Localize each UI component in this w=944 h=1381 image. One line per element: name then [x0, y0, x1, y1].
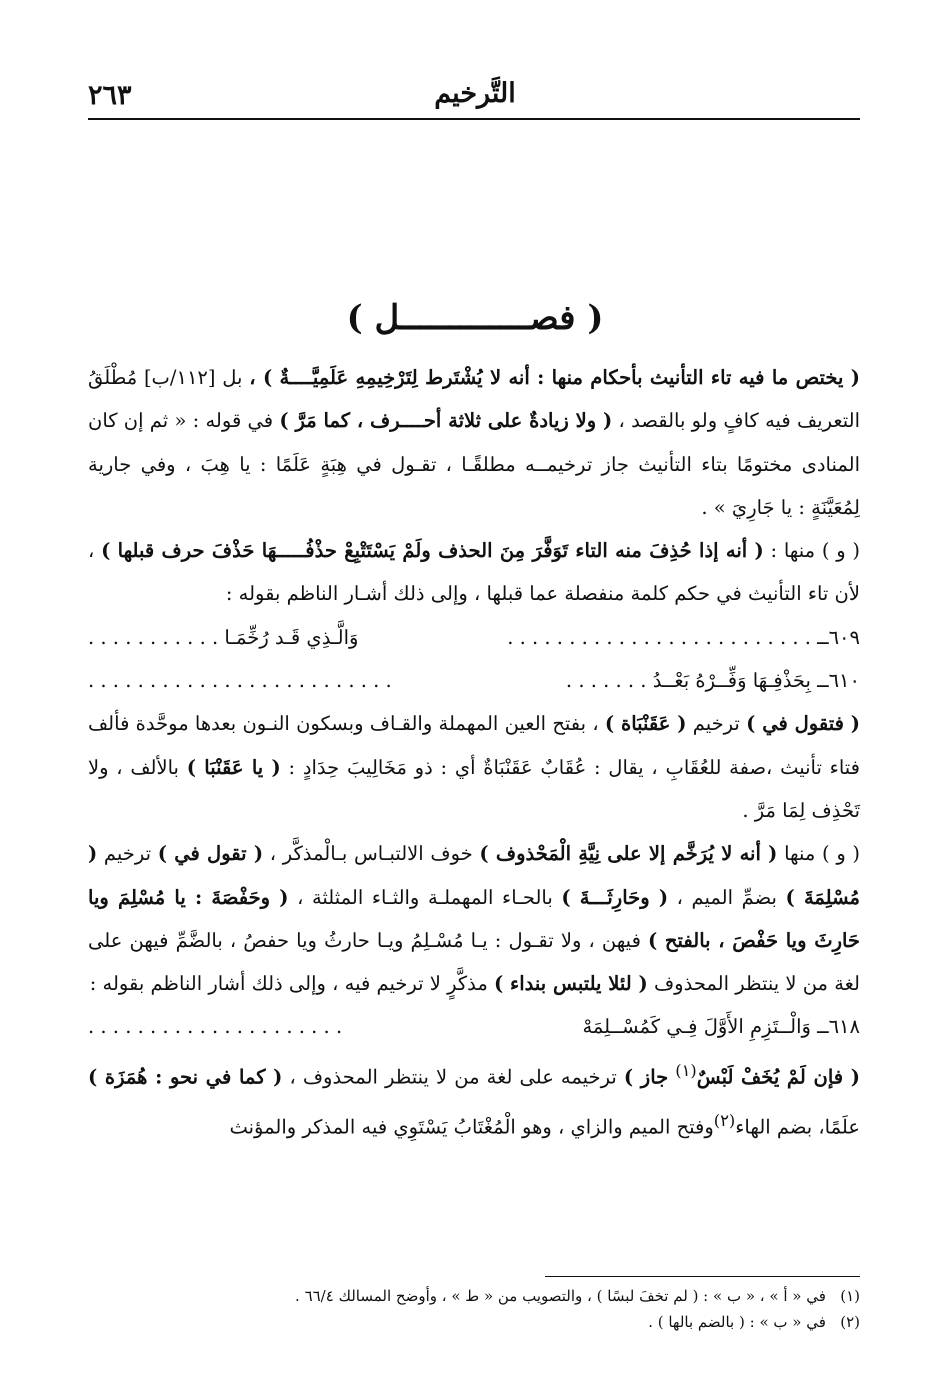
body-text [88, 356, 860, 1148]
verse-hemistich-left: وَالَّـذِي قَـد رُخِّمَـا . . . . . . . . . . . [88, 625, 359, 649]
commentary-text: علَمًا، بضم الهاء [735, 1115, 860, 1139]
matn-text: ( فإن لَمْ يُخَفْ لَبْسٌ [696, 1065, 861, 1089]
matn-text: ( لئلا يلتبس بنداء ) [494, 972, 648, 996]
footnote-number: (١) [840, 1287, 860, 1305]
running-title: التَّرخيم [434, 78, 516, 109]
commentary-text: بضمِّ الميم ، [676, 885, 777, 909]
matn-text: ( مُسْلِمَةَ ) [88, 842, 860, 909]
footnote-ref-2[interactable]: (٢) [713, 1110, 736, 1130]
footnote-number: (٢) [840, 1313, 860, 1331]
verse-hemistich-right: ٦١٠ــ بِحَذْفِـهَا وَفِّــرْهُ بَعْــدُ . . . . . . . [565, 669, 860, 693]
commentary-text: ، لأن تاء التأنيث في حكم كلمة منفصلة عما قبلها ، وإلى ذلك أشـار الناظم بقوله : [88, 539, 860, 606]
verse-618 [88, 1005, 860, 1048]
commentary-text: بالحـاء المهملـة والثـاء المثلثة ، [297, 885, 553, 909]
commentary-text: مذكَّرٍ لا ترخيم فيه ، وإلى ذلك أشار الناظم بقوله : [89, 972, 488, 996]
matn-text: ( تقول في ) [157, 842, 264, 866]
matn-text: ( وحَارِثَـــةَ ) [561, 885, 669, 909]
paragraph-5 [88, 1049, 860, 1149]
commentary-text: بل [١١٢/ب] مُطْلَقُ التعريف فيه كافٍ ولو بالقصد ، [88, 366, 861, 433]
commentary-text: وفتح الميم والزاي ، وهو الْمُغْتَابُ يَسْتَوِي فيه المذكر والمؤنث [229, 1115, 714, 1139]
matn-text: ( عَقَنْبَاة ) [604, 712, 687, 736]
matn-text: جاز ) [623, 1065, 669, 1089]
commentary-text: في قوله : « ثم إن كان المنادى مختومًا بتاء التأنيث جاز ترخيمــه مطلقًـا ، تقـول في هِبَةٍ عَلَمًا : يا هِبَ ، وفي جارية لِمُعَيَّنَةٍ : يا جَارِيَ » . [88, 409, 860, 519]
verse-hemistich-right: ٦١٨ــ وَالْــتَزِمِ الأَوَّلَ فِـي كَمُسْــلِمَهْ [582, 1015, 860, 1039]
commentary-text: خوف الالتبـاس بـالْمذكَّر ، [269, 842, 473, 866]
footnote-text: في « أ » ، « ب » : ( لم تخفَ لبسًا ) ، والتصويب من « ط » ، وأوضح المسالك ٦٦/٤ . [295, 1287, 826, 1305]
verse-609 [88, 616, 860, 659]
header-rule [88, 118, 860, 120]
verse-hemistich-left: . . . . . . . . . . . . . . . . . . . . . [88, 1015, 343, 1039]
matn-text: ( ولا زيادةٌ على ثلاثة أحــــرف ، كما مَرَّ ) [279, 409, 613, 433]
verse-610 [88, 659, 860, 702]
commentary-text: ( و ) منها : [770, 539, 861, 563]
section-heading: ( فصـــــــــــــل ) [346, 298, 604, 338]
footnote-2 [88, 1309, 860, 1335]
commentary-text: بالألف ، ولا تَحْذِف لِمَا مَرَّ . [88, 755, 860, 822]
footnotes [88, 1283, 860, 1335]
matn-text: ( أنه لا يُرَخَّم إلا على نِيَّةِ الْمَحْذوف ) [479, 842, 778, 866]
matn-text: ( أنه إذا حُذِفَ منه التاء تَوَفَّرَ مِنَ الحذف ولَمْ يَسْتَتْبِعْ حذْفُـــــهَا حَذْفَ حرف قبلها ) [101, 539, 764, 563]
matn-text: ( يا عَقَنْبَا ) [186, 755, 281, 779]
commentary-text: ، بفتح العين المهملة والقـاف وبسكون النـون بعدها موحَّدة فألف فتاء تأنيث ،صفة للعُقَابِ ، يقال : عُقَابٌ عَقَنْبَاةٌ أي : ذو مَخَالِيبَ حِدَادٍ : [88, 712, 860, 779]
paragraph-2 [88, 529, 860, 616]
page-number: ٢٦٣ [88, 80, 132, 111]
paragraph-4 [88, 832, 860, 1005]
verse-hemistich-left: . . . . . . . . . . . . . . . . . . . . . . . . . [88, 669, 392, 693]
paragraph-3 [88, 702, 860, 832]
matn-text: ( وحَفْصَةَ : يا مُسْلِمَ ويا حَارِثَ ويا حَفْصَ ، بالفتح ) [88, 885, 860, 952]
commentary-text: ( و ) منها [784, 842, 861, 866]
paragraph-1 [88, 356, 860, 529]
footnote-text: في « ب » : ( بالضم بالها ) . [648, 1313, 826, 1331]
commentary-text: ترخيم [103, 842, 152, 866]
verse-hemistich-right: ٦٠٩ــ . . . . . . . . . . . . . . . . . . . . . . . . . [507, 625, 860, 649]
matn-text: ( كما في نحو : هُمَزَة ) [88, 1065, 283, 1089]
commentary-text: ترخيمه على لغة من لا ينتظر المحذوف ، [289, 1065, 617, 1089]
commentary-text: ترخيم [692, 712, 740, 736]
commentary-text: فيهن ، ولا تقـول : يـا مُسْـلِمُ ويـا حارثُ ويا حفصُ ، بالضَّمِّ فيهن على لغة من لا ينتظر المحذوف [88, 928, 860, 996]
footnote-1 [88, 1283, 860, 1309]
footnote-rule [545, 1276, 860, 1277]
matn-text: ( يختص ما فيه تاء التأنيث بأحكام منها : أنه لا يُشْتَرط لِتَرْخِيمِهِ عَلَمِيَّــــةٌ ) ، [249, 366, 860, 389]
footnote-ref-1[interactable]: (١) [675, 1060, 697, 1080]
matn-text: ( فتقول في ) [746, 712, 861, 736]
